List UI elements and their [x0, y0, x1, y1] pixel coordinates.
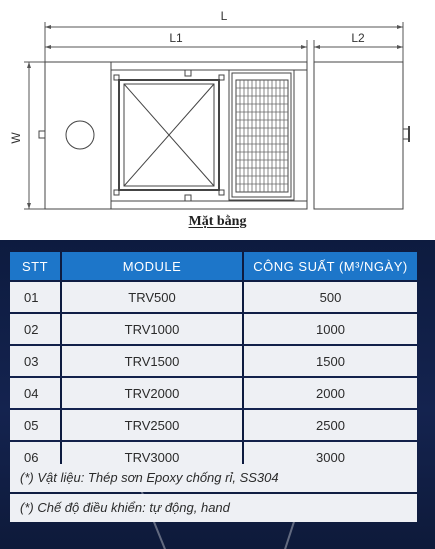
table-row: [10, 378, 417, 408]
cell-capacity: 500: [244, 282, 417, 312]
cell-module: TRV2000: [62, 378, 244, 408]
table-row: [10, 410, 417, 440]
cell-capacity: 1000: [244, 314, 417, 344]
table-header-row: [10, 252, 417, 280]
specification-panel: [0, 240, 435, 549]
side-tank-outline: [314, 62, 403, 209]
cell-module: TRV3000: [62, 442, 244, 472]
dim-label-l1: L1: [169, 31, 183, 45]
capacity-table: [10, 250, 417, 474]
plan-drawing: [0, 0, 435, 240]
cell-module: TRV500: [62, 282, 244, 312]
header-stt: STT: [10, 252, 62, 280]
control-mode-note: (*) Chế độ điều khiển: tự động, hand: [10, 494, 417, 522]
material-note: (*) Vật liệu: Thép sơn Epoxy chống rỉ, SS304: [10, 464, 417, 492]
cell-stt: 06: [10, 442, 62, 472]
cell-capacity: 3000: [244, 442, 417, 472]
cell-capacity: 1500: [244, 346, 417, 376]
plan-caption: [0, 214, 435, 230]
header-capacity: CÔNG SUẤT (M³/NGÀY): [244, 252, 417, 280]
table-row: [10, 282, 417, 312]
dim-label-l2: L2: [351, 31, 365, 45]
table-row: [10, 314, 417, 344]
cell-module: TRV1500: [62, 346, 244, 376]
cell-capacity: 2500: [244, 410, 417, 440]
table-row: [10, 346, 417, 376]
cell-module: TRV1000: [62, 314, 244, 344]
cell-capacity: 2000: [244, 378, 417, 408]
dim-label-w: W: [9, 132, 23, 144]
header-module: MODULE: [62, 252, 244, 280]
manhole-circle: [66, 121, 94, 149]
cell-stt: 05: [10, 410, 62, 440]
cell-stt: 02: [10, 314, 62, 344]
cell-stt: 03: [10, 346, 62, 376]
dim-label-l: L: [220, 9, 228, 23]
cell-stt: 04: [10, 378, 62, 408]
cell-module: TRV2500: [62, 410, 244, 440]
plan-caption-text: Mặt bằng: [188, 214, 247, 229]
plan-view-svg: [0, 0, 435, 240]
cell-stt: 01: [10, 282, 62, 312]
